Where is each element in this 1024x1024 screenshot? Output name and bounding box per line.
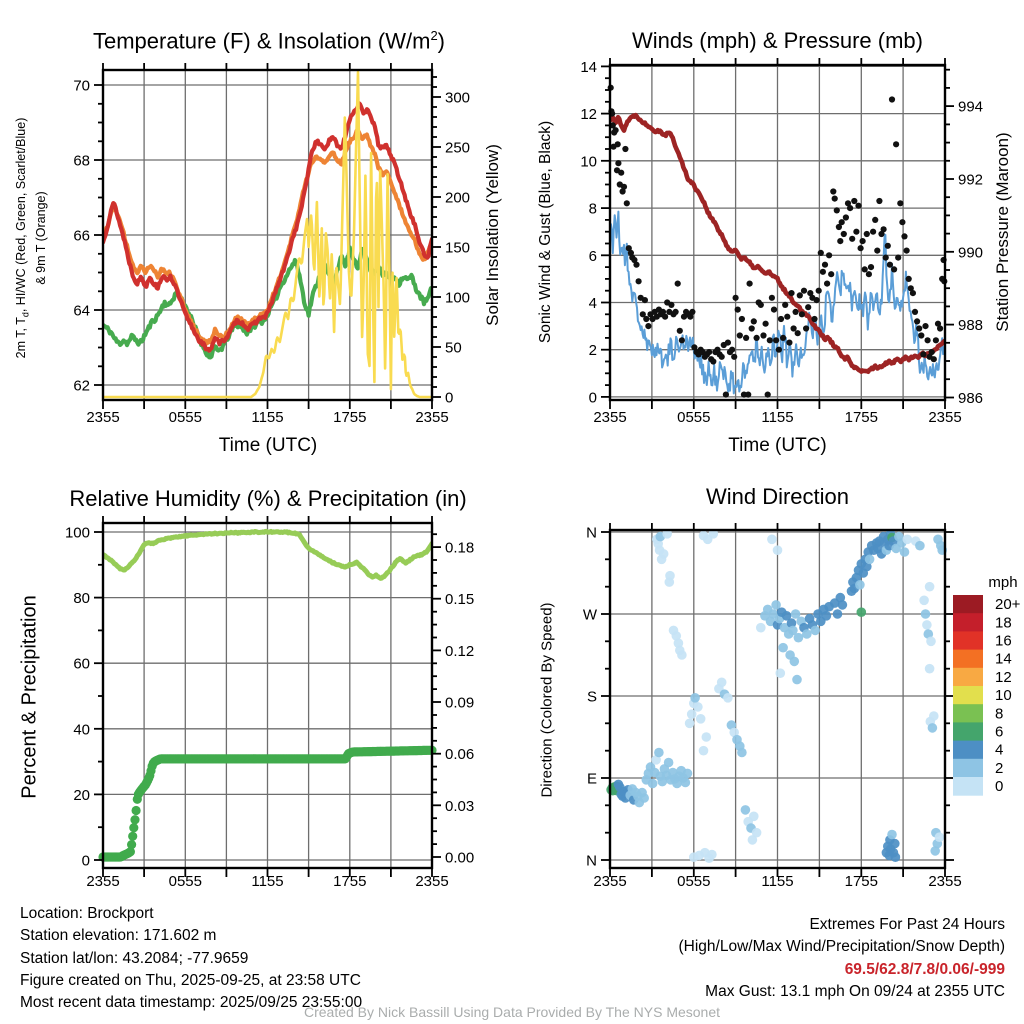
svg-text:20: 20 (73, 786, 90, 804)
svg-text:N: N (586, 524, 597, 542)
svg-text:50: 50 (445, 339, 462, 357)
svg-text:2355: 2355 (928, 409, 962, 426)
svg-text:1755: 1755 (333, 873, 367, 890)
winds-x-axis-label: Time (UTC) (728, 435, 827, 456)
svg-text:W: W (582, 606, 597, 624)
figure-created: Figure created on Thu, 2025-09-25, at 23:58 UTC (20, 971, 361, 989)
svg-text:68: 68 (73, 152, 90, 170)
svg-text:80: 80 (73, 590, 90, 608)
direction-y-axis-label: Direction (Colored By Speed) (538, 602, 556, 798)
svg-text:4: 4 (588, 295, 597, 312)
svg-text:10: 10 (995, 687, 1012, 705)
svg-text:0555: 0555 (677, 873, 711, 890)
svg-text:0555: 0555 (677, 409, 711, 426)
svg-text:0: 0 (81, 852, 90, 870)
svg-text:64: 64 (73, 302, 90, 320)
temperature-chart-title (93, 28, 443, 54)
temperature-x-axis-label: Time (UTC) (218, 435, 318, 456)
svg-text:8: 8 (588, 200, 597, 218)
svg-text:1155: 1155 (761, 409, 794, 426)
station-location: Location: Brockport (20, 905, 154, 922)
station-info (20, 903, 362, 1014)
svg-text:0.18: 0.18 (445, 539, 475, 557)
svg-text:1755: 1755 (844, 873, 878, 890)
extremes-heading: Extremes For Past 24 Hours (809, 916, 1005, 933)
svg-text:60: 60 (73, 655, 90, 673)
svg-text:0.12: 0.12 (445, 642, 475, 660)
svg-text:4: 4 (995, 741, 1004, 759)
svg-text:0.06: 0.06 (445, 746, 475, 764)
svg-text:1755: 1755 (844, 409, 878, 426)
svg-text:250: 250 (445, 139, 471, 157)
pressure-y-axis-label: Station Pressure (Maroon) (993, 132, 1012, 332)
svg-text:100: 100 (64, 524, 90, 542)
winds-chart-title: Winds (mph) & Pressure (mb) (632, 28, 923, 53)
svg-text:2355: 2355 (415, 409, 449, 426)
winds-chart (512, 0, 1024, 470)
svg-text:6: 6 (588, 247, 597, 265)
svg-text:2355: 2355 (415, 873, 449, 890)
wind-direction-chart-title: Wind Direction (705, 484, 850, 509)
svg-text:1155: 1155 (251, 409, 284, 426)
svg-text:16: 16 (995, 632, 1012, 650)
svg-text:150: 150 (445, 239, 471, 257)
extremes-info (512, 914, 1005, 1003)
svg-text:2355: 2355 (86, 873, 120, 890)
svg-text:14: 14 (995, 650, 1012, 668)
temperature-chart (0, 0, 512, 470)
svg-text:mph: mph (988, 574, 1018, 591)
svg-text:300: 300 (445, 89, 471, 107)
svg-text:994: 994 (958, 98, 984, 116)
svg-text:990: 990 (958, 244, 984, 262)
svg-text:2: 2 (588, 342, 597, 360)
humidity-chart-title: Relative Humidity (%) & Precipitation (in) (69, 486, 467, 511)
credit-line: Created By Nick Bassill Using Data Provided By The NYS Mesonet (303, 1004, 721, 1020)
wind-y-axis-label: Sonic Wind & Gust (Blue, Black) (537, 120, 554, 344)
svg-text:0.15: 0.15 (445, 591, 475, 609)
svg-text:0555: 0555 (168, 409, 202, 426)
svg-text:14: 14 (580, 58, 597, 76)
svg-text:1155: 1155 (251, 873, 284, 890)
svg-text:2355: 2355 (593, 409, 627, 426)
svg-text:40: 40 (73, 721, 90, 739)
svg-text:0555: 0555 (168, 873, 202, 890)
wind-direction-chart (512, 470, 1024, 900)
extremes-subheading: (High/Low/Max Wind/Precipitation/Snow Depth) (678, 938, 1005, 956)
svg-text:2355: 2355 (593, 873, 627, 890)
svg-text:6: 6 (995, 723, 1004, 741)
svg-text:0.00: 0.00 (445, 849, 475, 867)
svg-text:986: 986 (958, 390, 984, 407)
svg-text:20+: 20+ (995, 596, 1021, 614)
svg-text:E: E (586, 770, 597, 788)
svg-text:66: 66 (73, 227, 90, 245)
svg-text:62: 62 (73, 377, 90, 395)
humidity-y-axis-label: Percent & Precipitation (18, 595, 41, 799)
svg-text:70: 70 (73, 77, 90, 95)
svg-text:12: 12 (580, 106, 597, 124)
svg-text:12: 12 (995, 668, 1012, 686)
humidity-chart (0, 470, 512, 900)
temperature-y-axis-label: 2m T, $T_d$, HI/WC (Red, Green, Scarlet/Blue) & 9m T (Orange) (13, 117, 48, 359)
svg-text:0: 0 (995, 778, 1004, 796)
svg-text:8: 8 (995, 705, 1004, 723)
recent-timestamp: Most recent data timestamp: 2025/09/25 23:55:00 (20, 994, 363, 1012)
svg-text:10: 10 (580, 153, 597, 171)
title-superscript: 2 (430, 28, 438, 43)
temperature-title-close: ) (437, 28, 445, 54)
svg-text:0: 0 (588, 389, 597, 407)
svg-text:0.09: 0.09 (445, 694, 475, 712)
insolation-y-axis-label: Solar Insolation (Yellow) (483, 144, 502, 326)
temperature-title-text: Temperature (F) & Insolation (W/m (93, 28, 431, 54)
svg-text:1755: 1755 (333, 409, 367, 426)
extremes-values: 69.5/62.8/7.8/0.06/-999 (844, 960, 1005, 978)
svg-text:2: 2 (995, 759, 1004, 777)
svg-text:0.03: 0.03 (445, 797, 475, 815)
svg-text:200: 200 (445, 189, 471, 207)
svg-text:N: N (586, 852, 597, 870)
max-gust: Max Gust: 13.1 mph On 09/24 at 2355 UTC (705, 982, 1005, 1000)
svg-text:S: S (586, 688, 597, 706)
svg-text:2355: 2355 (86, 409, 120, 426)
svg-text:100: 100 (445, 289, 471, 307)
svg-text:18: 18 (995, 614, 1012, 632)
station-latlon: Station lat/lon: 43.2084; -77.9659 (20, 949, 249, 967)
station-elevation: Station elevation: 171.602 m (20, 927, 217, 945)
svg-text:992: 992 (958, 171, 984, 189)
svg-text:988: 988 (958, 317, 984, 335)
svg-text:1155: 1155 (761, 873, 794, 890)
svg-text:2355: 2355 (928, 873, 962, 890)
svg-text:0: 0 (445, 389, 454, 407)
